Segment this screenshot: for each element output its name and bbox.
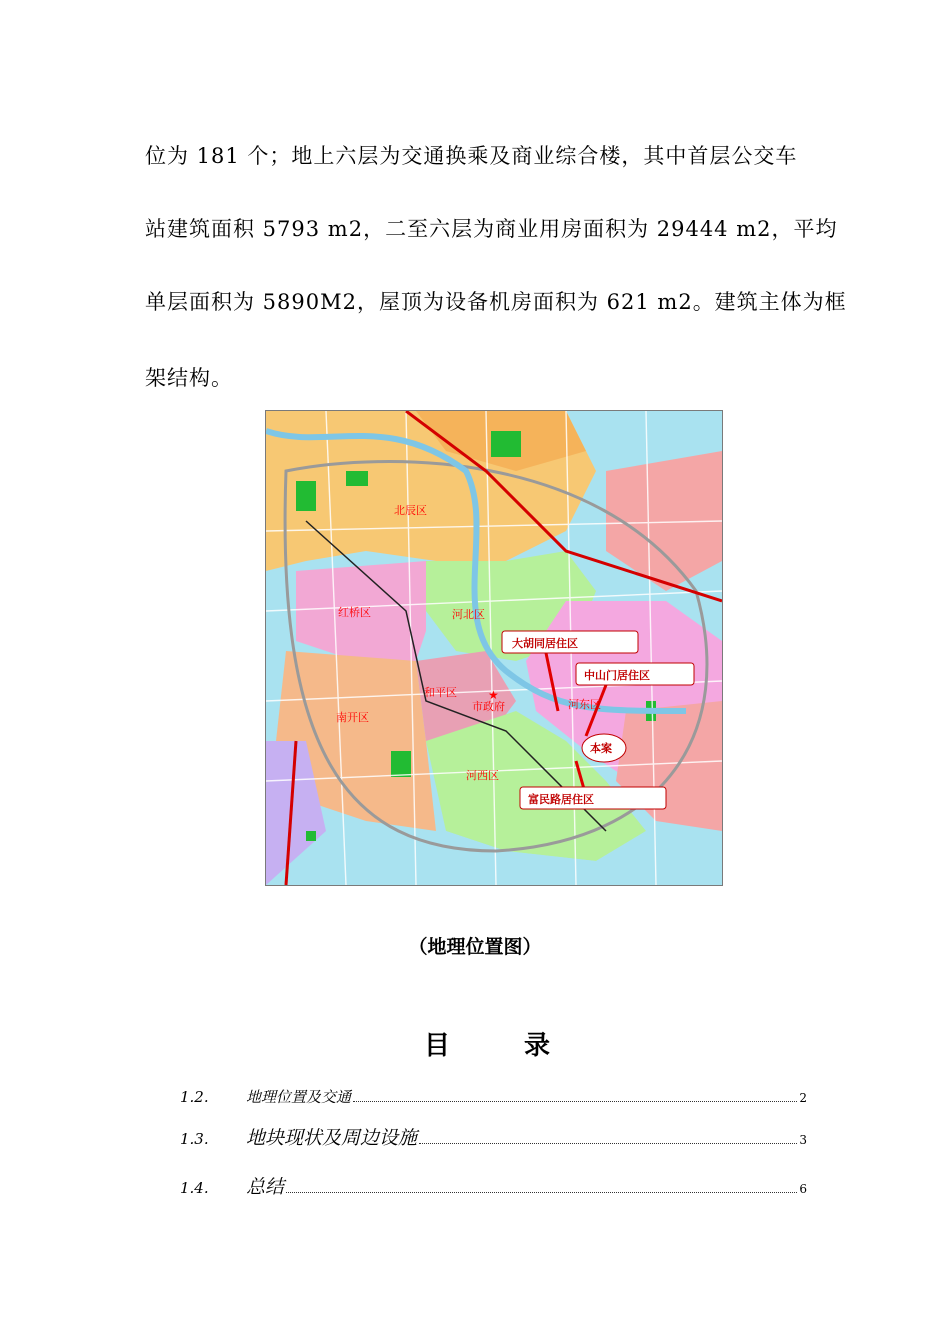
district-label-hexi: 河西区 [466, 769, 499, 782]
district-label-heping: 和平区 [424, 686, 457, 699]
toc-entry[interactable] [180, 1086, 807, 1107]
toc-entry-number: 1.4. [180, 1179, 209, 1197]
paragraph-line: 单层面积为 5890M2，屋顶为设备机房面积为 621 m2。建筑主体为框 [145, 290, 847, 314]
toc-leader-dots [353, 1100, 797, 1102]
svg-text:中山门居住区: 中山门居住区 [584, 669, 650, 682]
toc-entry[interactable] [180, 1123, 807, 1150]
city-hall-star-icon: ★ [488, 688, 499, 702]
toc-entry-page: 6 [799, 1182, 807, 1196]
map-graphic [266, 411, 722, 885]
toc-entry-number: 1.3. [180, 1130, 209, 1148]
toc-entry-title: 地理位置及交通 [246, 1088, 352, 1106]
district-label-beichen: 北辰区 [394, 504, 427, 517]
toc-entry-page: 2 [799, 1091, 807, 1105]
district-label-hebei: 河北区 [452, 608, 485, 621]
toc-entry-page: 3 [799, 1133, 807, 1147]
svg-text:富民路居住区: 富民路居住区 [528, 793, 594, 806]
district-label-nankai: 南开区 [336, 711, 369, 724]
district-label-hongqiao: 红桥区 [338, 606, 371, 619]
svg-text:大胡同居住区: 大胡同居住区 [512, 637, 578, 650]
toc-entry[interactable] [180, 1172, 807, 1199]
district-label-city-hall: 市政府 [472, 700, 505, 713]
district-label-hedong: 河东区 [568, 698, 601, 711]
paragraph-line: 位为 181 个；地上六层为交通换乘及商业综合楼，其中首层公交车 [145, 144, 798, 168]
toc-entry-title: 地块现状及周边设施 [246, 1127, 418, 1149]
svg-text:本案: 本案 [590, 742, 612, 755]
toc-leader-dots [286, 1191, 797, 1193]
toc-entry-number: 1.2. [180, 1088, 209, 1106]
toc-leader-dots [419, 1142, 797, 1144]
location-map [265, 410, 723, 886]
toc-title: 目 录 [423, 1031, 574, 1061]
map-caption: （地理位置图） [408, 936, 542, 958]
paragraph-line: 架结构。 [145, 366, 233, 390]
toc-entry-title: 总结 [246, 1176, 285, 1198]
callout-project-site [582, 734, 626, 762]
paragraph-line: 站建筑面积 5793 m2，二至六层为商业用房面积为 29444 m2，平均 [145, 217, 838, 241]
